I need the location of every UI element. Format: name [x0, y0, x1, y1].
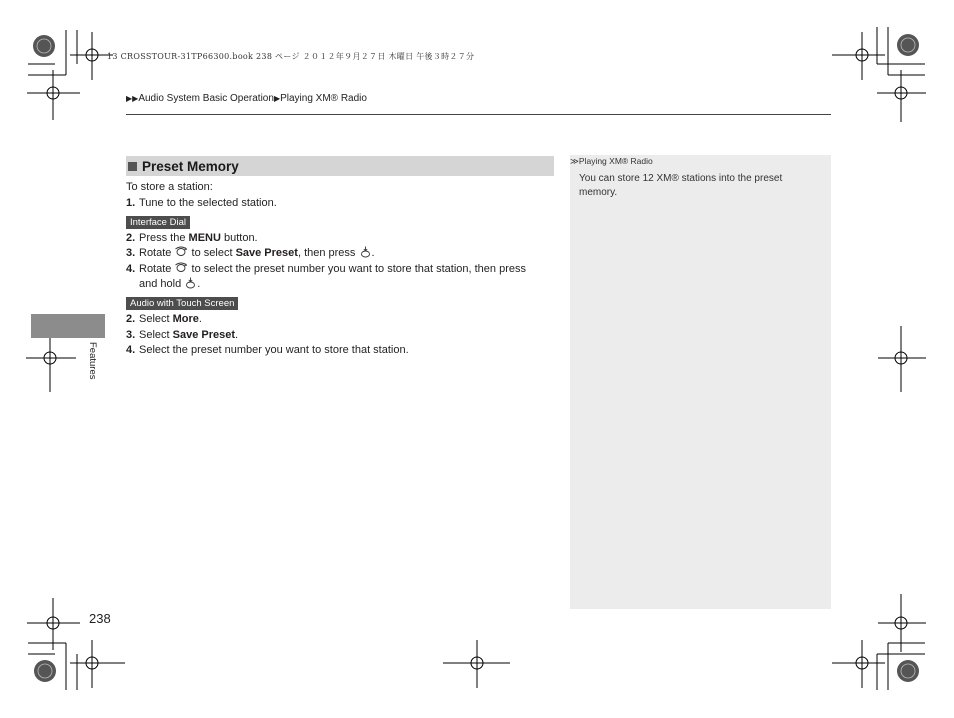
step-text: to select [191, 247, 236, 259]
section-header [126, 156, 554, 176]
interface-dial-tag: Interface Dial [126, 216, 190, 229]
chapter-label: Features [87, 342, 98, 380]
step-text: Press the [139, 232, 189, 244]
save-preset-label: Save Preset [235, 247, 298, 259]
side-note-panel [570, 155, 831, 609]
breadcrumb [126, 93, 367, 104]
touch-step-4 [126, 343, 409, 358]
save-preset-label: Save Preset [172, 329, 236, 341]
section-title: Preset Memory [142, 158, 239, 174]
touch-screen-tag: Audio with Touch Screen [126, 297, 238, 310]
dial-rotate-icon [174, 246, 188, 258]
dial-step-4-line2 [139, 277, 200, 292]
print-header: 13 CROSSTOUR-31TP66300.book 238 ページ ２０１２年９月２７日 木曜日 午後３時２７分 [107, 52, 475, 61]
dial-press-icon [184, 277, 197, 289]
page-number: 238 [89, 611, 111, 626]
dial-step-2 [126, 231, 258, 246]
step-number: 4. [126, 263, 136, 275]
step-number: 3. [126, 247, 136, 259]
step-text: . [197, 278, 201, 290]
step-number: 1. [126, 197, 136, 209]
step-text: Tune to the selected station. [139, 197, 277, 209]
step-text: button. [220, 232, 258, 244]
header-rule [126, 114, 831, 115]
dial-press-icon [359, 246, 372, 258]
section-square-icon [128, 162, 137, 171]
more-label: More [172, 313, 199, 325]
step-number: 2. [126, 313, 136, 325]
reference-arrow-icon: ≫ [570, 156, 579, 166]
breadcrumb-separator: ▶ [273, 94, 281, 103]
touch-step-2 [126, 312, 202, 327]
step-number: 4. [126, 344, 136, 356]
breadcrumb-part1[interactable]: Audio System Basic Operation [138, 93, 274, 104]
touch-step-3 [126, 328, 238, 343]
dial-step-4 [126, 262, 526, 277]
step-1 [126, 196, 277, 211]
chapter-tab[interactable] [31, 314, 105, 338]
step-text: Rotate [139, 247, 175, 259]
intro-text: To store a station: [126, 181, 213, 193]
step-text: Select [139, 329, 173, 341]
step-text: . [198, 313, 202, 325]
breadcrumb-arrow: ▶▶ [126, 94, 139, 103]
side-note-heading-text: Playing XM® Radio [578, 156, 653, 166]
step-number: 3. [126, 329, 136, 341]
step-text: . [371, 247, 375, 259]
menu-button-label: MENU [188, 232, 221, 244]
step-text: , then press [297, 247, 359, 259]
side-note-text: You can store 12 XM® stations into the preset memory. [579, 173, 783, 198]
step-text: Select the preset number you want to store that station. [139, 344, 409, 356]
side-note-heading[interactable] [570, 156, 653, 167]
step-text: and hold [139, 278, 185, 290]
step-text: Rotate [139, 263, 175, 275]
dial-step-3 [126, 246, 375, 261]
step-number: 2. [126, 232, 136, 244]
step-text: . [235, 329, 239, 341]
step-text: Select [139, 313, 173, 325]
dial-rotate-icon [174, 262, 188, 274]
breadcrumb-part2[interactable]: Playing XM® Radio [280, 93, 367, 104]
step-text: to select the preset number you want to store that station, then press [191, 263, 526, 275]
